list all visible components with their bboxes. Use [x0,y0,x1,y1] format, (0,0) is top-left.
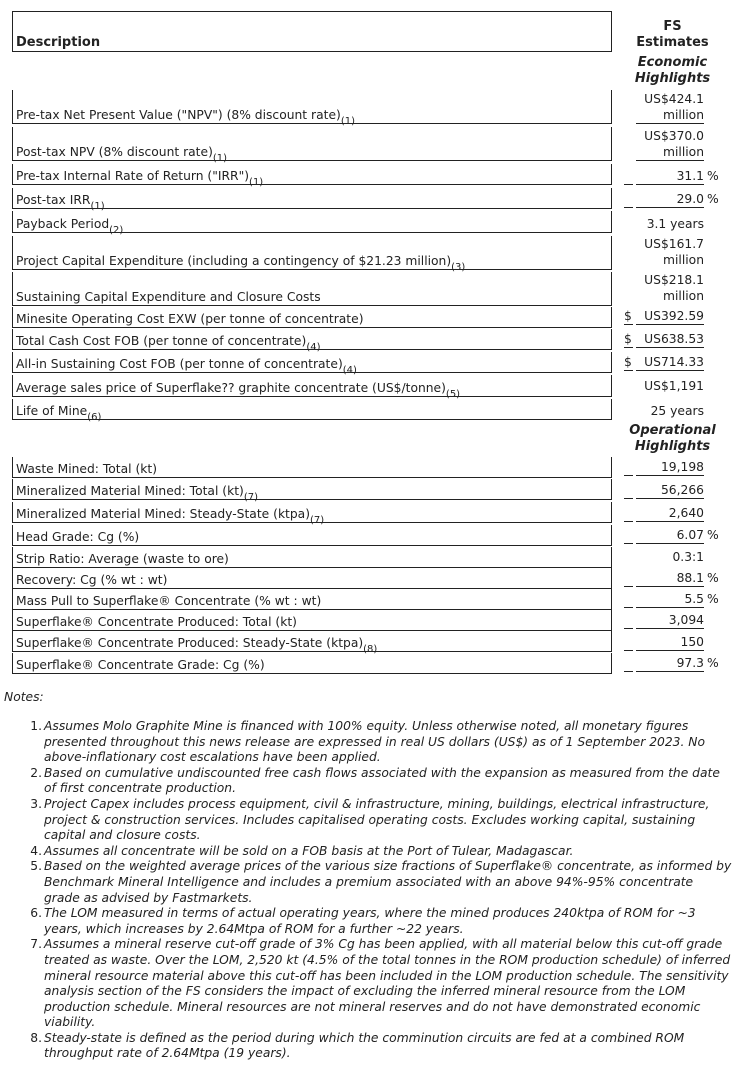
table-row-sustaining-capex [12,272,612,306]
table-row-waste-mined [12,457,612,478]
row-label: Superflake® Concentrate Grade: Cg (%) [16,658,265,672]
note-number: 1. [30,719,42,733]
row-value: 56,266 [636,482,704,499]
table-row-head-grade [12,525,612,546]
value-line2: million [663,145,704,159]
row-value: 0.3:1 [672,550,704,564]
table-row-project-capex: Project Capital Expenditure (including a contingency of $21.23 million) (3) [12,236,612,270]
note-number: 2. [30,765,42,780]
value-prefix-rule [624,591,633,608]
table-row-mass-pull [12,589,612,610]
value-prefix: $ [624,332,632,346]
note-text: Steady-state is defined as the period during which the comminution circuits are fed at a combined ROM throughput rate of 2.64Mtpa (19 years). [44,1030,685,1061]
value-line1: US$161.7 [644,237,704,251]
value-line2: million [663,108,704,122]
row-value: 25 years [650,404,704,418]
table-row-minesite-opex [12,307,612,328]
note-item [30,937,732,1031]
estimates-header-line2: Estimates [636,35,709,50]
note-number: 8. [30,1030,42,1045]
table-row-mineralized-steady-state: Mineralized Material Mined: Steady-State (ktpa) (7) [12,502,612,523]
table-row-aisc: All-in Sustaining Cost FOB (per tonne of concentrate) (4) [12,352,612,373]
row-value: 19,198 [636,459,704,476]
description-header [12,11,612,52]
row-value: 29.0 [636,191,704,208]
value-suffix: % [707,592,719,606]
table-row-total-cash-cost: Total Cash Cost FOB (per tonne of concentrate) (4) [12,329,612,350]
description-header-label: Description [16,35,101,50]
row-value [636,128,704,161]
row-value: 88.1 [636,570,704,587]
value-prefix-rule [624,570,633,587]
estimates-header [612,19,733,51]
row-value: US$1,191 [644,379,704,393]
note-item [30,843,732,860]
row-value: 3,094 [636,612,704,629]
note-text: Assumes a mineral reserve cut-off grade of 3% Cg has been applied, with all material below this cut-off grade treated as waste. Over the LOM, 2,520 kt (4.5% of the total tonnes in the ROM production schedule) of inferred mineral resource material above this cut-off has been included in the LOM production schedule. The sensitivity analysis section of the FS considers the impact of excluding the inferred mineral resource from the LOM production schedule. Mineral resources are not mineral reserves and do not have demonstrated economic viability. [44,937,731,1030]
note-item [30,906,732,937]
value-line1: US$218.1 [644,273,704,287]
note-item [30,765,732,797]
note-number: 6. [30,906,42,921]
value-line1: US$370.0 [644,129,704,143]
row-label: Mineralized Material Mined: Steady-State (ktpa) [16,507,311,521]
value-prefix-rule [624,482,633,499]
value-prefix: $ [624,309,632,323]
row-value: 31.1 [636,168,704,185]
value-prefix-rule [624,655,633,672]
operational-title-line2: Highlights [634,439,711,454]
table-row-payback-period: Payback Period (2) [12,211,612,233]
economic-title-line1: Economic [637,55,708,70]
value-suffix: % [707,528,719,542]
row-label: Post-tax NPV (8% discount rate) [16,145,213,159]
row-label: Pre-tax Net Present Value ("NPV") (8% discount rate) [16,108,341,122]
row-value: US392.59 [636,308,704,325]
row-value [636,272,704,304]
value-line2: million [663,289,704,303]
note-item [30,796,732,844]
note-item [30,1030,732,1062]
value-prefix-rule [624,459,633,476]
estimates-header-line1: FS [663,19,682,34]
row-label: Superflake® Concentrate Produced: Steady-State (ktpa) [16,636,364,650]
note-text: Assumes all concentrate will be sold on a FOB basis at the Port of Tulear, Madagascar. [44,843,574,858]
row-label: Mineralized Material Mined: Total (kt) [16,484,244,498]
table-row-pre-tax-npv: Pre-tax Net Present Value ("NPV") (8% discount rate) (1) [12,90,612,124]
row-label: Post-tax IRR [16,193,91,207]
value-prefix-rule [624,634,633,651]
table-row-concentrate-steady-state: Superflake® Concentrate Produced: Steady-State (ktpa) (8) [12,631,612,652]
note-text: Project Capex includes process equipment, civil & infrastructure, mining, buildings, electrical infrastructure, project & construction services. Includes capitalised operating costs. Excludes working capital, sustaining capital and closure costs. [44,796,710,843]
table-row-recovery [12,568,612,589]
row-label: Waste Mined: Total (kt) [16,462,158,476]
row-value: US714.33 [636,354,704,371]
note-text: Based on the weighted average prices of the various size fractions of Superflake® concentrate, as informed by Benchmark Mineral Intelligence and includes a premium associated with an above 94%-95% concentrate grade as advised by Fastmarkets. [44,859,732,905]
row-value [636,236,704,268]
row-value: 150 [636,634,704,651]
row-label: Total Cash Cost FOB (per tonne of concentrate) [16,334,307,348]
value-prefix-rule [624,191,633,208]
table-row-average-sales-price: Average sales price of Superflake?? graphite concentrate (US$/tonne) (5) [12,375,612,397]
notes-title: Notes: [4,690,44,704]
note-text: The LOM measured in terms of actual operating years, where the mined produces 240ktpa of ROM for ~3 years, which increases by 2.64Mtpa of ROM for a further ~22 years. [44,906,696,936]
value-suffix: % [707,169,719,183]
value-suffix: % [707,192,719,206]
value-prefix: $ [624,355,632,369]
notes-list [20,719,732,1062]
note-text: Assumes Molo Graphite Mine is financed with 100% equity. Unless otherwise noted, all monetary figures presented throughout this news release are expressed in real US dollars (US$) as of 1 September 2023. No above-inflationary cost escalations have been applied. [44,719,706,765]
table-row-strip-ratio [12,547,612,568]
value-suffix: % [707,656,719,670]
table-row-concentrate-grade [12,653,612,674]
table-row-concentrate-total [12,610,612,631]
row-value [636,91,704,124]
note-number: 3. [30,796,42,811]
economic-title-line2: Highlights [634,71,711,86]
note-text: Based on cumulative undiscounted free cash flows associated with the expansion as measured from the date of first concentrate production. [44,765,720,796]
row-label: Strip Ratio: Average (waste to ore) [16,552,229,566]
value-prefix-rule [624,168,633,185]
row-value: 2,640 [636,505,704,522]
row-value: US638.53 [636,331,704,348]
table-row-life-of-mine: Life of Mine (6) [12,399,612,420]
row-label: Sustaining Capital Expenditure and Closure Costs [16,290,321,304]
operational-title-line1: Operational [629,423,716,438]
row-label: Mass Pull to Superflake® Concentrate (% wt : wt) [16,594,322,608]
row-value: 97.3 [636,655,704,672]
value-line2: million [663,253,704,267]
table-row-post-tax-npv: Post-tax NPV (8% discount rate) (1) [12,127,612,161]
value-prefix-rule [624,612,633,629]
table-row-mineralized-total: Mineralized Material Mined: Total (kt) (7) [12,479,612,500]
value-suffix: % [707,571,719,585]
row-value: 3.1 years [646,217,704,231]
value-prefix-rule [624,505,633,522]
value-line1: US$424.1 [644,92,704,106]
row-label: Payback Period [16,217,110,231]
note-number: 5. [30,859,42,874]
note-item [30,719,732,766]
operational-highlights-header [612,423,733,455]
economic-highlights-header [612,55,733,87]
row-label: All-in Sustaining Cost FOB (per tonne of concentrate) [16,357,343,371]
row-label: Head Grade: Cg (%) [16,530,140,544]
table-row-pre-tax-irr: Pre-tax Internal Rate of Return ("IRR") (1) [12,164,612,185]
note-item [30,859,732,906]
row-label: Superflake® Concentrate Produced: Total (kt) [16,615,297,629]
row-label: Pre-tax Internal Rate of Return ("IRR") [16,169,250,183]
row-label: Life of Mine [16,404,88,418]
row-label: Minesite Operating Cost EXW (per tonne of concentrate) [16,312,364,326]
row-value: 5.5 [636,591,704,608]
value-prefix-rule [624,527,633,544]
table-row-post-tax-irr: Post-tax IRR (1) [12,188,612,209]
row-value: 6.07 [636,527,704,544]
note-number: 7. [30,937,42,952]
row-label: Average sales price of Superflake?? graphite concentrate (US$/tonne) [16,381,446,395]
row-label: Project Capital Expenditure (including a contingency of $21.23 million) [16,254,452,268]
row-label: Recovery: Cg (% wt : wt) [16,573,168,587]
note-number: 4. [30,843,42,858]
